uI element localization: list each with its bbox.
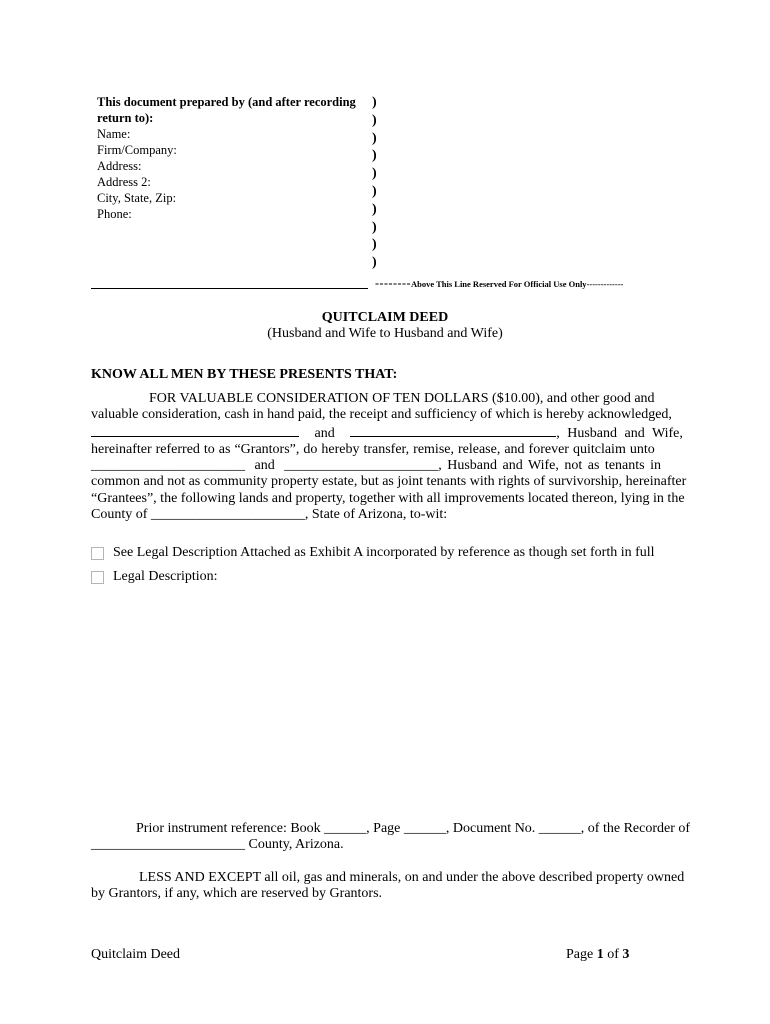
legal-description-checkbox[interactable] bbox=[91, 571, 104, 584]
and-text: and bbox=[254, 458, 275, 474]
less-except-text: LESS AND EXCEPT all oil, gas and minerals, on and under the above described property owned bbox=[139, 870, 685, 885]
page-of: of bbox=[603, 947, 623, 962]
legal-description-label: Legal Description: bbox=[113, 569, 218, 584]
paren: ) bbox=[372, 148, 377, 164]
body-line bbox=[91, 490, 685, 507]
county-line bbox=[91, 507, 679, 523]
field-phone: Phone: bbox=[97, 207, 132, 221]
prepared-by-heading: This document prepared by (and after recording bbox=[97, 95, 356, 109]
page-prefix: Page bbox=[566, 947, 597, 962]
grantee-1-blank[interactable]: ______________________ bbox=[91, 458, 245, 474]
deed-title: QUITCLAIM DEED bbox=[321, 310, 449, 325]
recording-divider-line bbox=[91, 288, 368, 289]
paren: ) bbox=[372, 95, 377, 110]
grantor-1-blank[interactable] bbox=[91, 424, 299, 437]
body-line bbox=[91, 442, 679, 458]
less-except-paragraph bbox=[91, 870, 685, 903]
and-text: and bbox=[314, 425, 335, 441]
prior-instrument-line: Prior instrument reference: Book ______, Page ______, Document No. ______, of the Recorder of bbox=[136, 821, 691, 836]
paren: ) bbox=[372, 201, 377, 217]
paren: ) bbox=[372, 237, 377, 253]
field-name: Name: bbox=[97, 127, 131, 141]
field-address2: Address 2: bbox=[97, 175, 151, 189]
field-city-state-zip: City, State, Zip: bbox=[97, 191, 177, 205]
less-except-cont: by Grantors, if any, which are reserved by Grantors. bbox=[91, 886, 383, 902]
total-pages: 3 bbox=[622, 947, 630, 962]
page-number bbox=[566, 947, 629, 963]
paren: ) bbox=[372, 166, 377, 182]
county-blank[interactable]: County of ______________________, State of Arizona, to-wit: bbox=[91, 507, 448, 523]
parenthesis-column bbox=[372, 94, 377, 272]
paren: ) bbox=[372, 130, 377, 146]
reserved-trail: ------------- bbox=[586, 279, 624, 289]
prior-instrument-paragraph bbox=[91, 821, 691, 854]
prior-instrument-county: ______________________ County, Arizona. bbox=[91, 837, 344, 853]
reserved-text: Above This Line Reserved For Official Use Only bbox=[410, 279, 587, 289]
grantee-2-blank[interactable]: ______________________, Husband and Wife, not as tenants in bbox=[284, 458, 661, 474]
body-line-text: hereinafter referred to as “Grantors”, do hereby transfer, remise, release, and forever quitclaim unto bbox=[91, 441, 655, 457]
grantors-line bbox=[91, 424, 683, 442]
know-all-men-heading: KNOW ALL MEN BY THESE PRESENTS THAT: bbox=[91, 367, 398, 382]
field-address: Address: bbox=[97, 159, 142, 173]
exhibit-option-label: See Legal Description Attached as Exhibit A incorporated by reference as though set forth in full bbox=[113, 545, 655, 560]
paren: ) bbox=[372, 219, 377, 235]
body-line bbox=[91, 391, 679, 407]
current-page: 1 bbox=[596, 947, 604, 962]
paren: ) bbox=[372, 255, 377, 271]
paren: ) bbox=[372, 112, 377, 128]
body-line-text: valuable consideration, cash in hand paid, the receipt and sufficiency of which is hereby acknowledged, bbox=[91, 407, 672, 423]
reserved-dashes: -------- bbox=[375, 276, 411, 290]
consideration-paragraph bbox=[91, 391, 687, 523]
body-line bbox=[91, 407, 679, 423]
official-use-notice bbox=[375, 276, 623, 291]
prepared-by-block bbox=[97, 94, 356, 222]
husband-wife-text: , Husband and Wife, bbox=[556, 425, 683, 441]
grantees-line bbox=[91, 458, 679, 474]
exhibit-checkbox[interactable] bbox=[91, 547, 104, 560]
less-except-line bbox=[91, 870, 685, 886]
paren: ) bbox=[372, 183, 377, 199]
body-line bbox=[91, 474, 687, 490]
body-line-text: “Grantees”, the following lands and property, together with all improvements located thereon, lying in the bbox=[91, 490, 685, 506]
field-firm: Firm/Company: bbox=[97, 143, 177, 157]
body-line-text: FOR VALUABLE CONSIDERATION OF TEN DOLLARS ($10.00), and other good and bbox=[149, 391, 655, 406]
exhibit-option[interactable] bbox=[91, 545, 655, 561]
prepared-by-heading-cont: return to): bbox=[97, 111, 154, 125]
body-line-text: common and not as community property estate, but as joint tenants with rights of survivorship, hereinafter bbox=[91, 474, 687, 490]
legal-description-option[interactable] bbox=[91, 569, 218, 585]
deed-subtitle: (Husband and Wife to Husband and Wife) bbox=[267, 326, 503, 341]
grantor-2-blank[interactable] bbox=[350, 424, 556, 437]
footer-doc-title: Quitclaim Deed bbox=[91, 947, 181, 962]
